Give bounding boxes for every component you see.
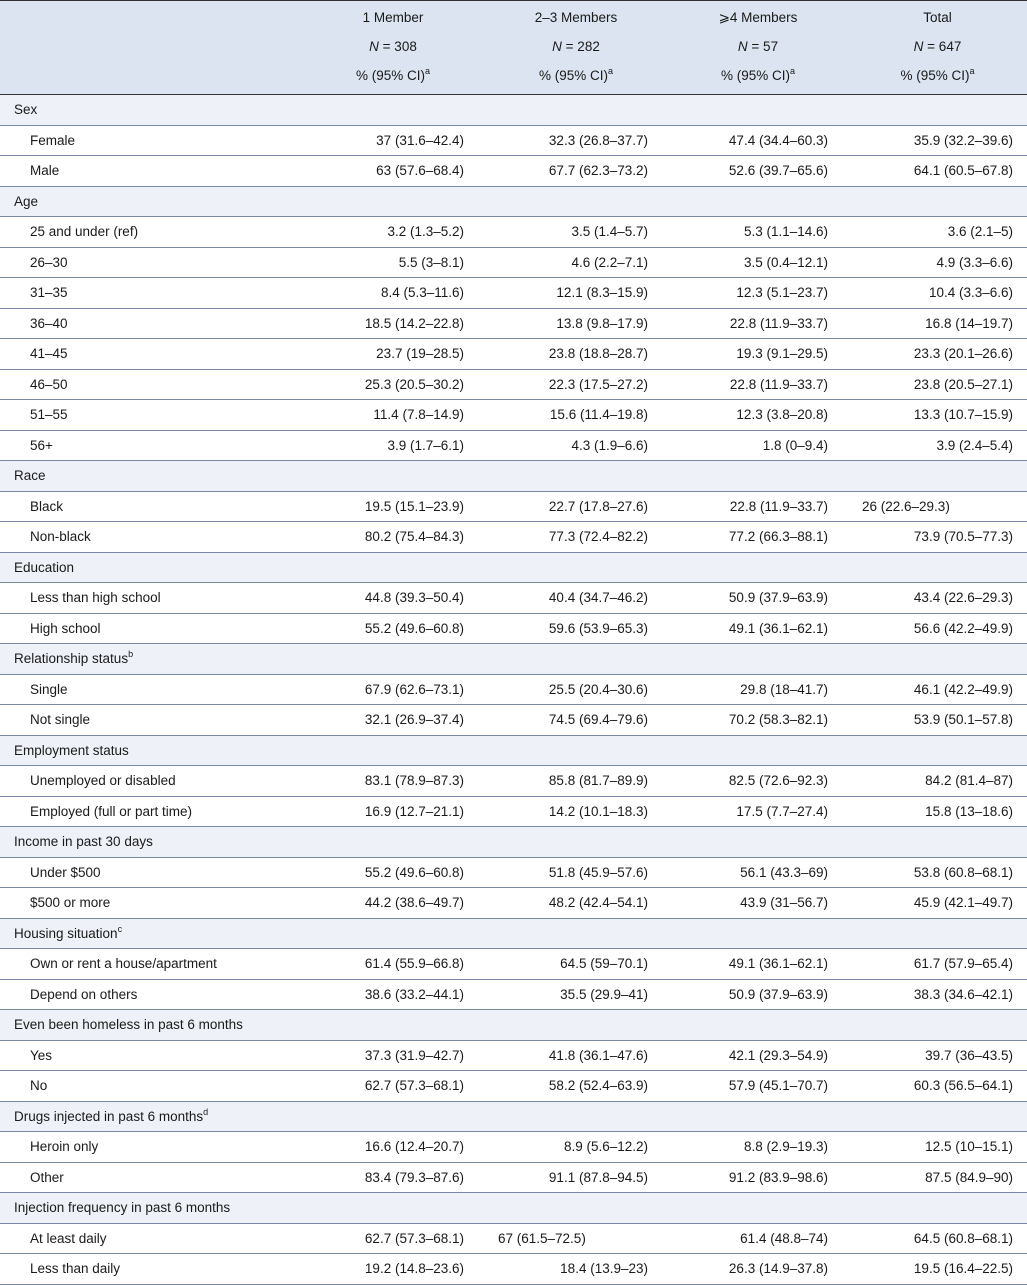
table-cell: 18.5 (14.2–22.8)	[302, 308, 484, 339]
table-cell: 50.9 (37.9–63.9)	[668, 583, 848, 614]
table-cell: 63 (57.6–68.4)	[302, 156, 484, 187]
table-cell: 3.5 (1.4–5.7)	[484, 217, 668, 248]
table-row	[0, 583, 1027, 614]
section-row	[0, 95, 1027, 126]
table-cell: 44.2 (38.6–49.7)	[302, 888, 484, 919]
table-cell: 43.4 (22.6–29.3)	[848, 583, 1027, 614]
table-cell: 56.1 (43.3–69)	[668, 857, 848, 888]
table-row	[0, 278, 1027, 309]
table-cell: 3.9 (1.7–6.1)	[302, 430, 484, 461]
section-row	[0, 735, 1027, 766]
row-label: Heroin only	[0, 1132, 302, 1163]
table-cell: 23.7 (19–28.5)	[302, 339, 484, 370]
col-header-ci: % (95% CI)$^a$	[848, 61, 1027, 95]
table-cell: 4.6 (2.2–7.1)	[484, 247, 668, 278]
table-cell: 8.9 (5.6–12.2)	[484, 1132, 668, 1163]
table-cell: 84.2 (81.4–87)	[848, 766, 1027, 797]
table-cell: 60.3 (56.5–64.1)	[848, 1071, 1027, 1102]
table-cell: 5.5 (3–8.1)	[302, 247, 484, 278]
table-row	[0, 430, 1027, 461]
col-header-n: N = 282	[552, 39, 600, 54]
row-label: Unemployed or disabled	[0, 766, 302, 797]
section-row	[0, 827, 1027, 858]
table-cell: 14.2 (10.1–18.3)	[484, 796, 668, 827]
table-cell: 22.8 (11.9–33.7)	[668, 491, 848, 522]
table-cell: 41.8 (36.1–47.6)	[484, 1040, 668, 1071]
row-label: Male	[0, 156, 302, 187]
table-cell: 53.8 (60.8–68.1)	[848, 857, 1027, 888]
table-cell: 38.3 (34.6–42.1)	[848, 979, 1027, 1010]
row-label: Single	[0, 674, 302, 705]
table-cell: 43.9 (31–56.7)	[668, 888, 848, 919]
table-cell: 85.8 (81.7–89.9)	[484, 766, 668, 797]
table-cell: 22.3 (17.5–27.2)	[484, 369, 668, 400]
table-cell: 70.2 (58.3–82.1)	[668, 705, 848, 736]
table-cell: 15.8 (13–18.6)	[848, 796, 1027, 827]
table-cell: 12.3 (3.8–20.8)	[668, 400, 848, 431]
table-cell: 13.3 (10.7–15.9)	[848, 400, 1027, 431]
row-label: Female	[0, 125, 302, 156]
table-cell: 32.1 (26.9–37.4)	[302, 705, 484, 736]
table-row	[0, 491, 1027, 522]
row-label: Less than high school	[0, 583, 302, 614]
col-header-title: ⩾4 Members	[668, 1, 848, 33]
row-label: Employed (full or part time)	[0, 796, 302, 827]
row-label: $500 or more	[0, 888, 302, 919]
table-cell: 64.5 (60.8–68.1)	[848, 1223, 1027, 1254]
table-cell: 58.2 (52.4–63.9)	[484, 1071, 668, 1102]
table-row	[0, 1162, 1027, 1193]
table-cell: 47.4 (34.4–60.3)	[668, 125, 848, 156]
table-cell: 37 (31.6–42.4)	[302, 125, 484, 156]
table-cell: 55.2 (49.6–60.8)	[302, 613, 484, 644]
table-cell: 32.3 (26.8–37.7)	[484, 125, 668, 156]
col-header-title: 1 Member	[302, 1, 484, 33]
table-row	[0, 979, 1027, 1010]
table-cell: 1.8 (0–9.4)	[668, 430, 848, 461]
table-row	[0, 1071, 1027, 1102]
table-cell: 19.2 (14.8–23.6)	[302, 1254, 484, 1285]
section-label: Income in past 30 days	[0, 827, 1027, 858]
row-label: 41–45	[0, 339, 302, 370]
table-cell: 77.3 (72.4–82.2)	[484, 522, 668, 553]
section-row	[0, 918, 1027, 949]
table-cell: 83.4 (79.3–87.6)	[302, 1162, 484, 1193]
row-label: At least daily	[0, 1223, 302, 1254]
section-label: Injection frequency in past 6 months	[0, 1193, 1027, 1224]
section-label: Relationship status$^b$	[0, 644, 1027, 675]
table-row	[0, 217, 1027, 248]
table-cell: 19.5 (16.4–22.5)	[848, 1254, 1027, 1285]
row-label: No	[0, 1071, 302, 1102]
row-label: Non-black	[0, 522, 302, 553]
table-cell: 39.7 (36–43.5)	[848, 1040, 1027, 1071]
row-label: 51–55	[0, 400, 302, 431]
table-cell: 16.8 (14–19.7)	[848, 308, 1027, 339]
col-header-title: 2–3 Members	[484, 1, 668, 33]
table-cell: 51.8 (45.9–57.6)	[484, 857, 668, 888]
table-cell: 26 (22.6–29.3)	[848, 491, 1027, 522]
table-cell: 46.1 (42.2–49.9)	[848, 674, 1027, 705]
table-row	[0, 339, 1027, 370]
table-cell: 52.6 (39.7–65.6)	[668, 156, 848, 187]
row-label: Not single	[0, 705, 302, 736]
table-cell: 22.8 (11.9–33.7)	[668, 308, 848, 339]
table-cell: 91.2 (83.9–98.6)	[668, 1162, 848, 1193]
table-cell: 11.4 (7.8–14.9)	[302, 400, 484, 431]
table-cell: 62.7 (57.3–68.1)	[302, 1071, 484, 1102]
table-row	[0, 1132, 1027, 1163]
table-row	[0, 949, 1027, 980]
col-header-ci: % (95% CI)$^a$	[668, 61, 848, 95]
table-row	[0, 1223, 1027, 1254]
table-cell: 49.1 (36.1–62.1)	[668, 613, 848, 644]
table-row	[0, 613, 1027, 644]
table-cell: 29.8 (18–41.7)	[668, 674, 848, 705]
section-label: Drugs injected in past 6 months$^d$	[0, 1101, 1027, 1132]
row-label: Black	[0, 491, 302, 522]
row-label: Own or rent a house/apartment	[0, 949, 302, 980]
table-cell: 83.1 (78.9–87.3)	[302, 766, 484, 797]
row-label: Less than daily	[0, 1254, 302, 1285]
section-row	[0, 186, 1027, 217]
table-body	[0, 95, 1027, 1285]
col-header-ci: % (95% CI)$^a$	[302, 61, 484, 95]
section-label: Race	[0, 461, 1027, 492]
col-header-ci: % (95% CI)$^a$	[484, 61, 668, 95]
section-row	[0, 1101, 1027, 1132]
table-cell: 19.3 (9.1–29.5)	[668, 339, 848, 370]
table-cell: 13.8 (9.8–17.9)	[484, 308, 668, 339]
table-cell: 3.9 (2.4–5.4)	[848, 430, 1027, 461]
table-cell: 23.3 (20.1–26.6)	[848, 339, 1027, 370]
col-header-n: N = 57	[737, 39, 779, 54]
row-label: Under $500	[0, 857, 302, 888]
table-cell: 15.6 (11.4–19.8)	[484, 400, 668, 431]
table-row	[0, 796, 1027, 827]
table-cell: 12.3 (5.1–23.7)	[668, 278, 848, 309]
table-cell: 25.3 (20.5–30.2)	[302, 369, 484, 400]
table-cell: 3.6 (2.1–5)	[848, 217, 1027, 248]
row-label: Other	[0, 1162, 302, 1193]
table-cell: 80.2 (75.4–84.3)	[302, 522, 484, 553]
table-cell: 23.8 (18.8–28.7)	[484, 339, 668, 370]
table-row	[0, 308, 1027, 339]
table-cell: 61.4 (48.8–74)	[668, 1223, 848, 1254]
table-cell: 4.9 (3.3–6.6)	[848, 247, 1027, 278]
section-label: Age	[0, 186, 1027, 217]
table-cell: 35.5 (29.9–41)	[484, 979, 668, 1010]
table-cell: 59.6 (53.9–65.3)	[484, 613, 668, 644]
table-row	[0, 674, 1027, 705]
section-label: Even been homeless in past 6 months	[0, 1010, 1027, 1041]
table-cell: 64.1 (60.5–67.8)	[848, 156, 1027, 187]
table-cell: 44.8 (39.3–50.4)	[302, 583, 484, 614]
table-cell: 3.2 (1.3–5.2)	[302, 217, 484, 248]
row-label: 56+	[0, 430, 302, 461]
row-label: Depend on others	[0, 979, 302, 1010]
table-cell: 4.3 (1.9–6.6)	[484, 430, 668, 461]
table-cell: 26.3 (14.9–37.8)	[668, 1254, 848, 1285]
table-row	[0, 369, 1027, 400]
table-cell: 67.9 (62.6–73.1)	[302, 674, 484, 705]
table-cell: 49.1 (36.1–62.1)	[668, 949, 848, 980]
table-cell: 35.9 (32.2–39.6)	[848, 125, 1027, 156]
row-label: 46–50	[0, 369, 302, 400]
table-cell: 73.9 (70.5–77.3)	[848, 522, 1027, 553]
table-row	[0, 125, 1027, 156]
table-cell: 23.8 (20.5–27.1)	[848, 369, 1027, 400]
table-cell: 87.5 (84.9–90)	[848, 1162, 1027, 1193]
table-cell: 37.3 (31.9–42.7)	[302, 1040, 484, 1071]
table-cell: 10.4 (3.3–6.6)	[848, 278, 1027, 309]
table-row	[0, 1040, 1027, 1071]
table-cell: 57.9 (45.1–70.7)	[668, 1071, 848, 1102]
table-cell: 91.1 (87.8–94.5)	[484, 1162, 668, 1193]
col-header-title: Total	[848, 1, 1027, 33]
table-cell: 61.4 (55.9–66.8)	[302, 949, 484, 980]
row-label: 31–35	[0, 278, 302, 309]
section-label: Education	[0, 552, 1027, 583]
section-row	[0, 1193, 1027, 1224]
table-cell: 53.9 (50.1–57.8)	[848, 705, 1027, 736]
section-row	[0, 644, 1027, 675]
table-row	[0, 522, 1027, 553]
table-cell: 12.5 (10–15.1)	[848, 1132, 1027, 1163]
table-cell: 8.4 (5.3–11.6)	[302, 278, 484, 309]
table-cell: 38.6 (33.2–44.1)	[302, 979, 484, 1010]
table-cell: 22.7 (17.8–27.6)	[484, 491, 668, 522]
table-cell: 16.6 (12.4–20.7)	[302, 1132, 484, 1163]
table-cell: 17.5 (7.7–27.4)	[668, 796, 848, 827]
table-cell: 56.6 (42.2–49.9)	[848, 613, 1027, 644]
table-row	[0, 857, 1027, 888]
header-corner	[0, 1, 302, 33]
table-cell: 18.4 (13.9–23)	[484, 1254, 668, 1285]
table-row	[0, 400, 1027, 431]
table-cell: 67.7 (62.3–73.2)	[484, 156, 668, 187]
table-cell: 40.4 (34.7–46.2)	[484, 583, 668, 614]
table-row	[0, 156, 1027, 187]
table-cell: 5.3 (1.1–14.6)	[668, 217, 848, 248]
table-row	[0, 1254, 1027, 1285]
col-header-n: N = 647	[913, 39, 962, 54]
table-cell: 3.5 (0.4–12.1)	[668, 247, 848, 278]
table-cell: 62.7 (57.3–68.1)	[302, 1223, 484, 1254]
table-cell: 48.2 (42.4–54.1)	[484, 888, 668, 919]
section-row	[0, 552, 1027, 583]
table-cell: 67 (61.5–72.5)	[484, 1223, 668, 1254]
row-label: Yes	[0, 1040, 302, 1071]
table-cell: 16.9 (12.7–21.1)	[302, 796, 484, 827]
table-cell: 45.9 (42.1–49.7)	[848, 888, 1027, 919]
row-label: 26–30	[0, 247, 302, 278]
section-row	[0, 1010, 1027, 1041]
table-cell: 8.8 (2.9–19.3)	[668, 1132, 848, 1163]
table-cell: 74.5 (69.4–79.6)	[484, 705, 668, 736]
table-cell: 50.9 (37.9–63.9)	[668, 979, 848, 1010]
table-row	[0, 705, 1027, 736]
section-label: Housing situation$^c$	[0, 918, 1027, 949]
table-cell: 22.8 (11.9–33.7)	[668, 369, 848, 400]
table-cell: 55.2 (49.6–60.8)	[302, 857, 484, 888]
table-cell: 77.2 (66.3–88.1)	[668, 522, 848, 553]
table-cell: 25.5 (20.4–30.6)	[484, 674, 668, 705]
section-label: Sex	[0, 95, 1027, 126]
table-cell: 82.5 (72.6–92.3)	[668, 766, 848, 797]
row-label: 36–40	[0, 308, 302, 339]
row-label: 25 and under (ref)	[0, 217, 302, 248]
table-cell: 61.7 (57.9–65.4)	[848, 949, 1027, 980]
row-label: High school	[0, 613, 302, 644]
col-header-n: N = 308	[369, 39, 417, 54]
table-row	[0, 888, 1027, 919]
table-row	[0, 247, 1027, 278]
section-row	[0, 461, 1027, 492]
section-label: Employment status	[0, 735, 1027, 766]
table-header	[0, 1, 1027, 95]
table-row	[0, 766, 1027, 797]
table-cell: 19.5 (15.1–23.9)	[302, 491, 484, 522]
table-cell: 64.5 (59–70.1)	[484, 949, 668, 980]
table-cell: 12.1 (8.3–15.9)	[484, 278, 668, 309]
table-cell: 42.1 (29.3–54.9)	[668, 1040, 848, 1071]
